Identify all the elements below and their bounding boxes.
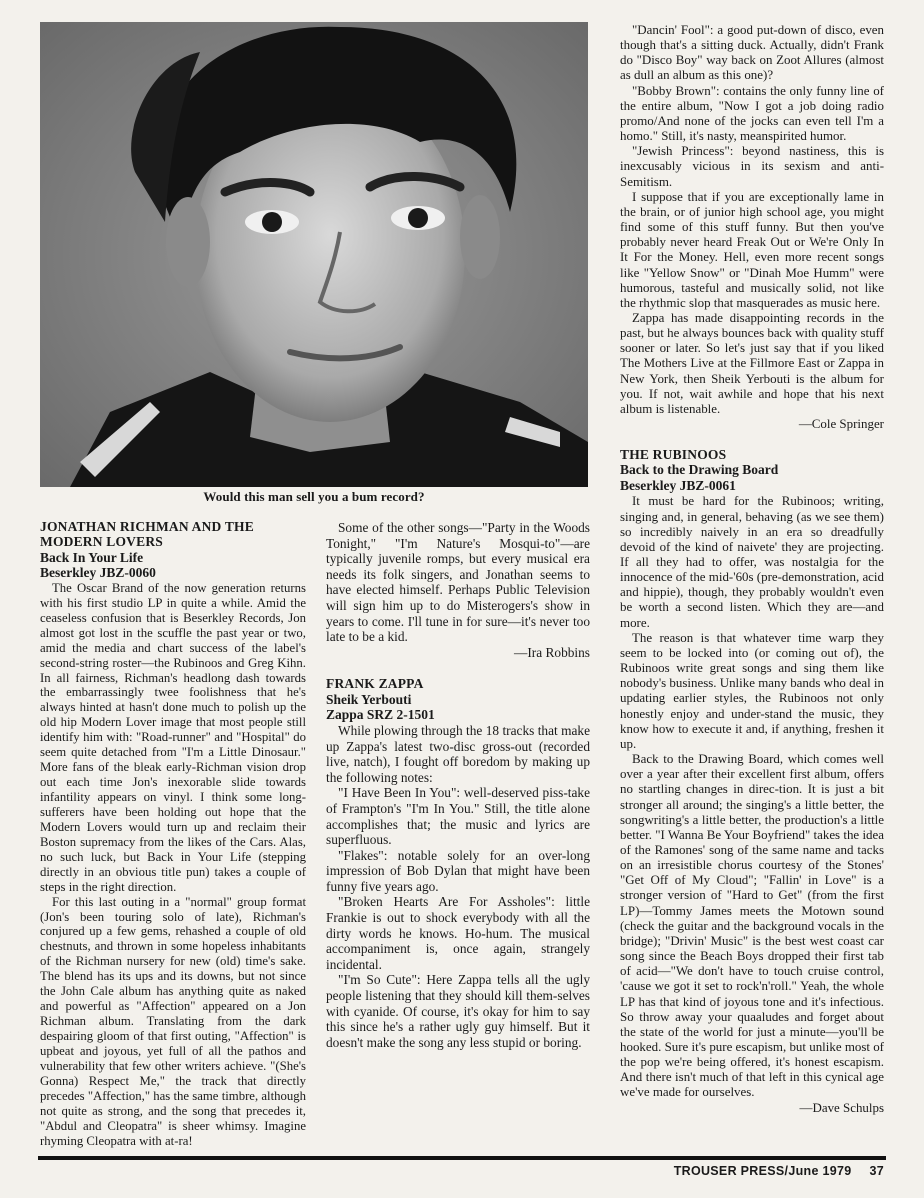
review-paragraph: "Flakes": notable solely for an over-long impression of Bob Dylan that might have been funny five years ago. [326, 847, 590, 894]
review-paragraph: Zappa has made disappointing records in the past, but he always bounces back with quality stuff sooner or later. So let's just say that if you liked The Mothers Live at the Fillmore East or Zappa in New York, then Sheik Yerbouti is the album for you. If not, wait awhile and hope that his next album is listenable. [620, 309, 884, 416]
portrait-photo [40, 22, 588, 487]
review-paragraph: The Oscar Brand of the now generation returns with his first studio LP in quite a while. Amid the ceaseless confusion that is Beserkley Records, Jon almost got lost in the scuffle the past year or two, amid the media and chart success of the label's second-string roster—the Rubinoos and Greg Kihn. In all fairness, Richman's headlong dash towards the embarrassingly twee foolishness that he's always hinted at hasn't done much to polish up the old hip Modern Lover image that most people still identify him with: "Road-runner" and "Hospital" do seem quite detached from "I'm a Little Dinosaur." More fans of the bleak early-Richman vision drop out each time Jon's inexorable slide towards infantility appears on vinyl. I think some long-sufferers have been holding out hope that the Modern Lovers would turn up and reclaim their Boston supremacy from the likes of the Cars. Alas, no such luck, but Back in Your Life (stepping directly in an obvious title pun) takes a couple of steps in the right direction. [40, 580, 306, 894]
review-album: Back In Your Life [40, 549, 144, 565]
review-paragraph: Some of the other songs—"Party in the Woods Tonight," "I'm Nature's Mosqui-to"—are typically juvenile romps, but every musical era needs its folk singers, and Jonathan seems to have elected himself. Perhaps Public Television will sign him up to do Misterogers's show in years to come. I'll tune in for sure—it's never too late to be a kid. [326, 520, 590, 645]
page-footer [560, 1164, 884, 1178]
column-3 [620, 22, 884, 1115]
review-byline: —Dave Schulps [799, 1099, 884, 1115]
review-paragraph: While plowing through the 18 tracks that make up Zappa's latest two-disc gross-out (recorded live, natch), I fought off boredom by making up the following notes: [326, 722, 590, 785]
column-1 [40, 520, 306, 1149]
review-paragraph: "I'm So Cute": Here Zappa tells all the ugly people listening that they should kill them-selves with cyanide. Of course, it's okay for him to say this since he's a rather ugly guy himself. But it doesn't make the song any less stupid or boring. [326, 972, 590, 1050]
column-2 [326, 520, 590, 1050]
review-paragraph: "Broken Hearts Are For Assholes": little Frankie is out to shock everybody with all the dirty words he knows. Ho-hum. The musical accompaniment is, once again, strangely incidental. [326, 894, 590, 972]
review-paragraph: "Dancin' Fool": a good put-down of disco, even though that's a sitting duck. Actually, didn't Frank do "Disco Boy" way back on Zoot Allures (almost as dull an album as this one)? [620, 22, 884, 83]
publication-name: TROUSER PRESS/June 1979 [673, 1164, 852, 1178]
review-paragraph: It must be hard for the Rubinoos; writing, singing and, in general, behaving (as we see them) so incredibly naively in an era so dreadfully devoid of the kind of naivete' they are projecting. If all they had to offer, was nostalgia for the innocence of the mid-'60s (pre-demonstration, acid and hippie), though, they probably wouldn't even be worth a second listen. Which they are—and more. [620, 493, 884, 630]
footer-rule [38, 1156, 886, 1160]
review-paragraph: The reason is that whatever time warp they seem to be locked into (or coming out of), the Rubinoos write great songs and sing them like nobody's business. Unlike many bands who deal in updating earlier styles, the Rubinoos not only honestly enjoy and under-stand the music, they know how to execute it and, if anything, freshen it up. [620, 629, 884, 751]
page-number: 37 [869, 1164, 884, 1178]
portrait-image [40, 22, 588, 487]
review-paragraph: "Bobby Brown": contains the only funny line of the entire album, "Now I got a job doing radio promo/And none of the jocks can even tell I'm a homo." Still, it's nasty, meanspirited humor. [620, 82, 884, 144]
review-artist: JONATHAN RICHMAN AND THE MODERN LOVERS [40, 519, 254, 549]
review-catalog: Zappa SRZ 2-1501 [326, 707, 435, 723]
review-album: Sheik Yerbouti [326, 691, 412, 707]
review-catalog: Beserkley JBZ-0060 [40, 565, 156, 581]
review-album: Back to the Drawing Board [620, 462, 779, 478]
review-paragraph: "Jewish Princess": beyond nastiness, this is inexcusably vicious in its sexism and anti-Semitism. [620, 143, 884, 189]
review-paragraph: I suppose that if you are exceptionally lame in the brain, or of junior high school age, you might find some of this stuff funny. But then you've probably never heard Freak Out or We're Only In It For the Money. Hell, even more recent songs like "Yellow Snow" or "Dinah Moe Humm" were humorous, tasteful and musically solid, not like the rhythmic slop that masquerades as music here. [620, 188, 884, 310]
review-byline: —Ira Robbins [514, 644, 590, 660]
review-paragraph: "I Have Been In You": well-deserved piss-take of Frampton's "I'm In You." Still, the title alone accomplishes that; the music and lyrics are superfluous. [326, 785, 590, 848]
photo-caption: Would this man sell you a bum record? [203, 489, 425, 504]
review-byline: —Cole Springer [798, 416, 884, 432]
review-catalog: Beserkley JBZ-0061 [620, 477, 736, 493]
review-paragraph: Back to the Drawing Board, which comes well over a year after their excellent first album, offers no startling changes in direc-tion. It is just a bit stronger all around; the singing's a little better, the songwriting's a little better, the production's a little better. "I Wanna Be Your Boyfriend" takes the idea of the Ramones' song of the same name and tacks on an irresistible chorus courtesy of the Stones' "Get Off of My Cloud"; "Fallin' in Love" is a stronger version of "Hard to Get" (from the first LP)—Tommy James meets the Motown sound (check the guitar and the background vocals in the bridge); "Drivin' Music" is the best west coast car song since the Beach Boys dropped their first tab of acid—"We don't have to touch cruise control, 'cause we got it set to rock'n'roll." Yeah, the whole LP has that kind of joyous tone and it's infectious. So throw away your quaaludes and forget about the state of the world for just a minute—you'll be hooked. Sure it's pure escapism, but unlike most of the pop we're being offered, it's honest escapism. And there isn't much of that left in this cynical age we've made for ourselves. [620, 751, 884, 1100]
review-artist: FRANK ZAPPA [326, 676, 424, 692]
review-paragraph: For this last outing in a "normal" group format (Jon's been touring solo of late), Richman's conjured up a few gems, rehashed a couple of old chestnuts, and thrown in some hopeless inhabitants of the Richman nursery for new (old) time's sake. The blend has its ups and its downs, but not since the John Cale album has anything quite as naked and powerful as "Affection" appeared on a Jon Richman album. Translating from the dark despairing gloom of that first outing, "Affection" is upbeat and joyous, yet full of all the pathos and vulnerability that few other writers achieve. "(She's Gonna) Respect Me," the track that directly precedes "Affection," has the same timbre, although not quite as strong, and the song that precedes it, "Abdul and Cleopatra" is sheer whimsy. Imagine rhyming Cleopatra with at-ra! [40, 894, 306, 1148]
review-artist: THE RUBINOOS [620, 447, 727, 463]
